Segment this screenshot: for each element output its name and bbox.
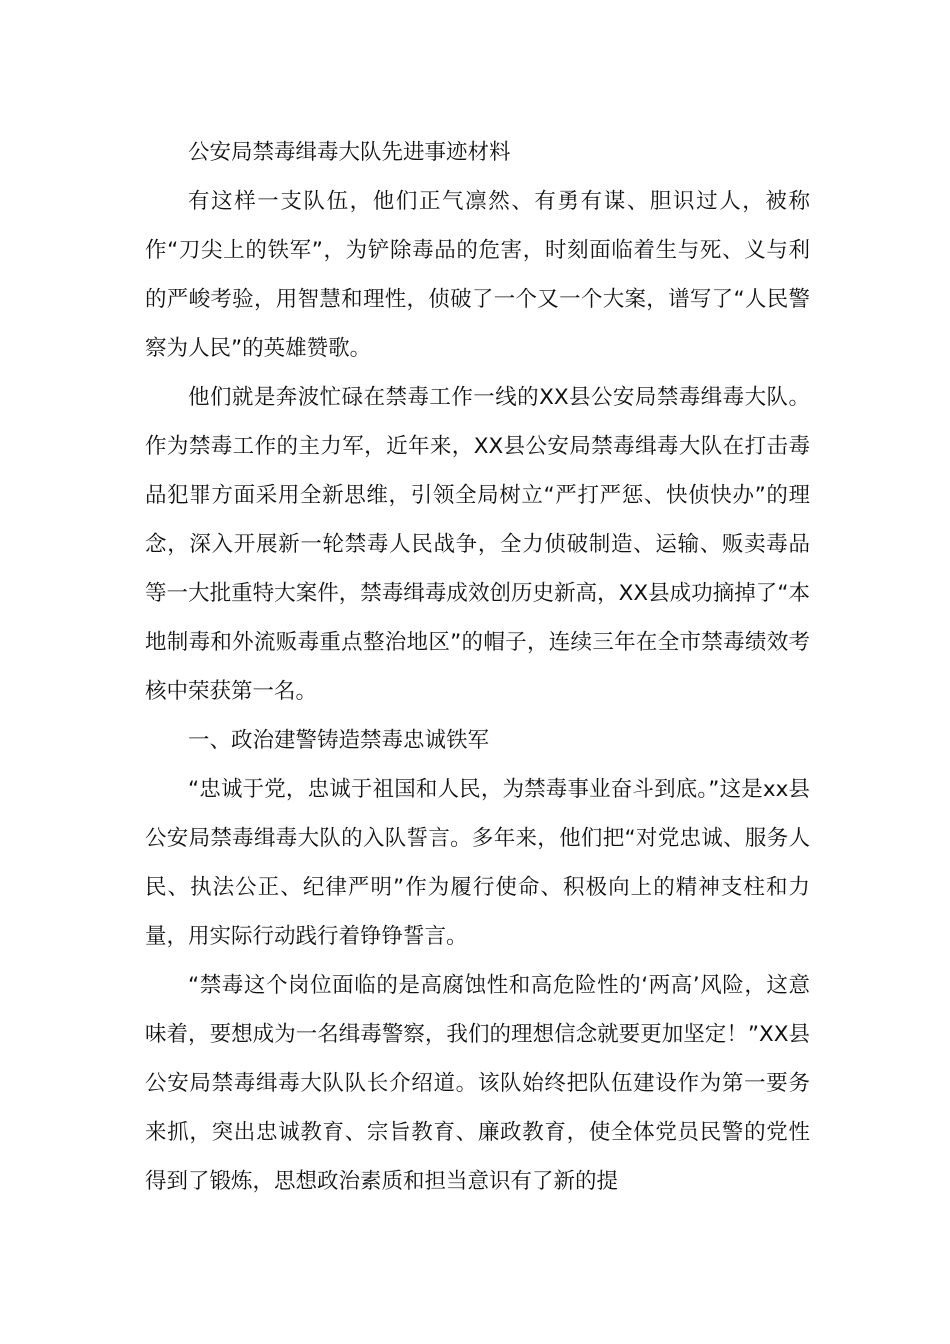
- paragraph-oath: “忠诚于党，忠诚于祖国和人民，为禁毒事业奋斗到底。”这是xx县公安局禁毒缉毒大队的入队誓言。多年来，他们把“对党忠诚、服务人民、执法公正、纪律严明”作为履行使命、积极向上的精神支柱和力量，用实际行动践行着铮铮誓言。: [145, 777, 810, 949]
- paragraph-leader-quote: “禁毒这个岗位面临的是高腐蚀性和高危险性的‘两高’风险，这意味着，要想成为一名缉毒警察，我们的理想信念就要更加坚定！”XX县公安局禁毒缉毒大队队长介绍道。该队始终把队伍建设作为第一要务来抓，突出忠诚教育、宗旨教育、廉政教育，使全体党员民警的党性得到了锻炼，思想政治素质和担当意识有了新的提: [145, 973, 810, 1194]
- paragraph-team-overview: 他们就是奔波忙碌在禁毒工作一线的XX县公安局禁毒缉毒大队。作为禁毒工作的主力军，近年来，XX县公安局禁毒缉毒大队在打击毒品犯罪方面采用全新思维，引领全局树立“严打严惩、快侦快办”的理念，深入开展新一轮禁毒人民战争，全力侦破制造、运输、贩卖毒品等一大批重特大案件，禁毒缉毒成效创历史新高，XX县成功摘掉了“本地制毒和外流贩毒重点整治地区”的帽子，连续三年在全市禁毒绩效考核中荣获第一名。: [145, 385, 810, 704]
- document-title: 公安局禁毒缉毒大队先进事迹材料: [188, 140, 511, 165]
- paragraph-intro: 有这样一支队伍，他们正气凛然、有勇有谋、胆识过人，被称作“刀尖上的铁军”，为铲除毒品的危害，时刻面临着生与死、义与利的严峻考验，用智慧和理性，侦破了一个又一个大案，谱写了“人民警察为人民”的英雄赞歌。: [145, 189, 810, 361]
- document-body: [145, 128, 810, 1206]
- section-heading-1: 一、政治建警铸造禁毒忠诚铁军: [188, 728, 490, 753]
